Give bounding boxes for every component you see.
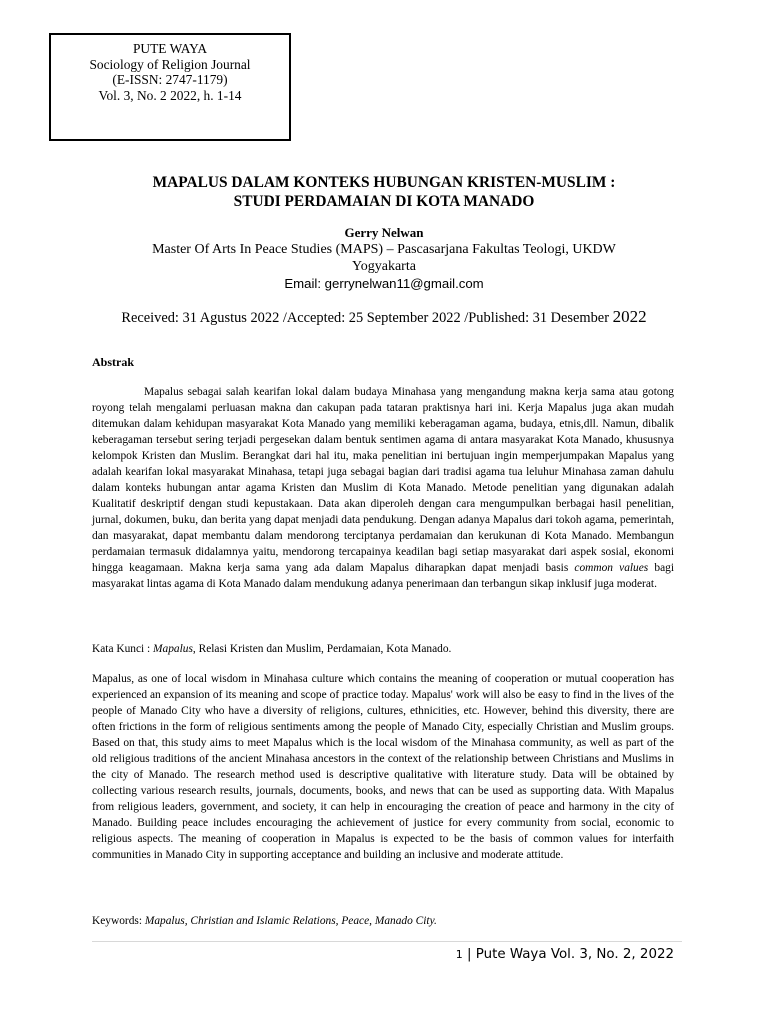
publication-dates: [40, 307, 728, 327]
abstract-id-text-1: Mapalus sebagai salah kearifan lokal dalam budaya Minahasa yang mengandung makna kerja sama atau gotong royong telah mengalami perluasan makna dan cakupan pada tataran praktisnya hari ini. Kerja Mapalus juga akan mudah ditemukan dalam kehidupan masyarakat Kota Manado yang memiliki keberagaman agama, budaya, etnis,dll. Namun, dibalik keberagaman tersebut sering terjadi pergesekan dalam bentuk sentimen agama di antara masyarakat Kota Manado, khususnya kelompok Kristen dan Muslim. Berangkat dari hal itu, maka penelitian ini bertujuan ingin memperjumpakan Mapalus yang adalah kearifan lokal masyarakat Minahasa, tetapi juga sebagai bagian dari tradisi agama tua leluhur Minahasa zaman dahulu dalam konteks hubungan antar agama Kristen dan Muslim di Kota Manado. Metode penelitian yang digunakan adalah Kualitatif deskriptif dengan studi kepustakaan. Data akan diperoleh dengan cara mengumpulkan berbagai hasil penelitian, jurnal, dokumen, buku, dan berita yang dapat menjadi data pendukung. Dengan adanya Mapalus dari tokoh agama, pemerintah, dan masyarakat, dapat membantu dalam mendorong terciptanya perdamaian dan kerukunan di Kota Manado. Membangun perdamaian termasuk didalamnya yaitu, mendorong tercapainya keadilan bagi setiap masyarakat dari aspek sosial, ekonomi hingga keagamaan. Makna kerja sama yang ada dalam Mapalus diharapkan dapat menjadi basis: [92, 386, 674, 574]
keywords-label: Keywords:: [92, 915, 145, 927]
keywords: [92, 913, 674, 929]
journal-volume: Vol. 3, No. 2 2022, h. 1-14: [98, 87, 242, 103]
kata-kunci: [92, 641, 674, 657]
journal-issn: (E-ISSN: 2747-1179): [112, 72, 228, 87]
author-name: Gerry Nelwan: [344, 225, 424, 240]
journal-subtitle: Sociology of Religion Journal: [89, 56, 251, 72]
page-footer: [456, 947, 674, 962]
abstract-heading: Abstrak: [92, 355, 135, 369]
footer-text: | Pute Waya Vol. 3, No. 2, 2022: [462, 947, 674, 962]
paper-title: [40, 173, 728, 211]
page-number: 1: [455, 948, 463, 961]
kata-kunci-rest: , Relasi Kristen dan Muslim, Perdamaian, Kota Manado.: [192, 643, 452, 655]
dates-year: 2022: [612, 307, 647, 326]
journal-info-box: [49, 33, 291, 141]
abstract-id-italic: common values: [574, 562, 649, 574]
footer-divider: [92, 941, 682, 942]
paper-title-line2: STUDI PERDAMAIAN DI KOTA MANADO: [233, 193, 535, 210]
author-email: Email: gerrynelwan11@gmail.com: [284, 276, 484, 291]
author-block: [100, 224, 668, 292]
dates-text: Received: 31 Agustus 2022 /Accepted: 25 September 2022 /Published: 31 Desember: [121, 310, 613, 326]
paper-title-line1: MAPALUS DALAM KONTEKS HUBUNGAN KRISTEN-MUSLIM :: [152, 174, 616, 191]
abstract-id-text-2: bagi masyarakat lintas agama di Kota Manado dalam mendukung adanya penerimaan dan terbangun sikap inklusif juga moderat.: [92, 562, 674, 590]
keywords-italic: Mapalus, Christian and Islamic Relations, Peace, Manado City.: [144, 915, 437, 927]
author-affiliation: Master Of Arts In Peace Studies (MAPS) – Pascasarjana Fakultas Teologi, UKDW: [152, 242, 616, 257]
author-affiliation-city: Yogyakarta: [352, 259, 416, 274]
abstract-english: Mapalus, as one of local wisdom in Minahasa culture which contains the meaning of cooperation or mutual cooperation has experienced an expansion of its meaning and scope of practice today. Mapalus' work will also be easy to find in the lives of the people of Manado City who have a diversity of religions, cultures, ethnicities, etc. However, behind this diversity, there are often frictions in the form of religious sentiments among the people of Manado City, especially Christian and Muslim groups. Based on that, this study aims to meet Mapalus which is the local wisdom of the Minahasa community, as well as part of the old religious traditions of the ancient Minahasa ancestors in the context of the relationship between Christians and Muslims in the city of Manado. The research method used is descriptive qualitative with literature study. Data will be obtained by collecting various research results, journals, documents, books, and news that can be used as supporting data. With Mapalus from religious leaders, government, and society, it can help in encouraging the creation of peace and harmony in the city of Manado. Building peace includes encouraging the achievement of justice for every community from social, economic to religious aspects. The meaning of cooperation in Mapalus is expected to be the basis of common values for interfaith communities in Manado City in supporting acceptance and building an inclusive and moderate attitude.: [92, 673, 674, 861]
journal-name: PUTE WAYA: [132, 41, 208, 56]
abstract-indonesian: [92, 384, 674, 592]
kata-kunci-italic: Mapalus: [153, 643, 193, 655]
kata-kunci-label: Kata Kunci :: [92, 643, 154, 655]
